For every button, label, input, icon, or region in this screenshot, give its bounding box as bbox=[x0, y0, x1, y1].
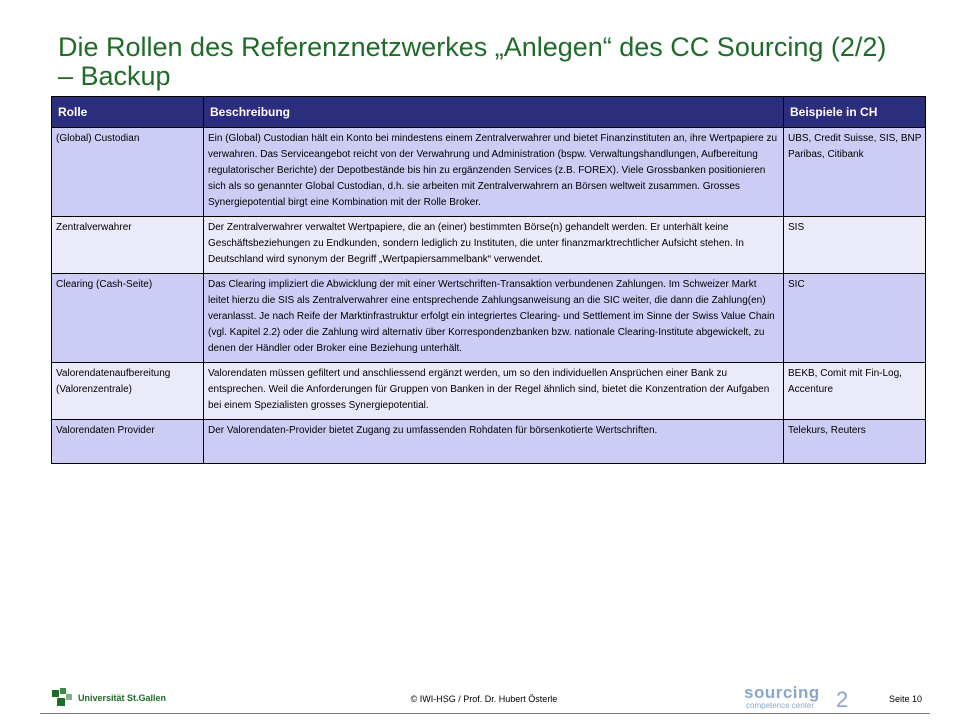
cell-examples: SIS bbox=[784, 217, 926, 274]
roles-table bbox=[51, 96, 926, 464]
table-row bbox=[52, 420, 926, 464]
page-number: Seite 10 bbox=[889, 694, 923, 704]
cell-role: Valorendatenaufbereitung (Valorenzentrale) bbox=[52, 363, 204, 420]
table-row bbox=[52, 363, 926, 420]
cell-examples: BEKB, Comit mit Fin-Log, Accenture bbox=[784, 363, 926, 420]
university-logo bbox=[52, 686, 166, 710]
cell-role: Clearing (Cash-Seite) bbox=[52, 274, 204, 363]
table-header-row bbox=[52, 97, 926, 128]
cell-description: Der Valorendaten-Provider bietet Zugang zu umfassenden Rohdaten für börsenkotierte Wertschriften. bbox=[204, 420, 784, 464]
university-name: Universität St.Gallen bbox=[78, 693, 167, 703]
hsg-emblem-icon bbox=[52, 688, 74, 708]
sourcing-logo-subtitle: competence center bbox=[746, 701, 815, 710]
cell-role: Valorendaten Provider bbox=[52, 420, 204, 464]
cell-description: Der Zentralverwahrer verwaltet Wertpapiere, die an (einer) bestimmten Börse(n) gehandelt werden. Er unterhält keine Geschäftsbeziehungen zu Endkunden, sondern lediglich zu Instituten, die unter finanzmarktrechtlicher Aufsicht stehen. In Deutschland wird synonym der Begriff „Wertpapiersammelbank“ verwendet. bbox=[204, 217, 784, 274]
cell-description: Das Clearing impliziert die Abwicklung der mit einer Wertschriften-Transaktion verbundenen Zahlungen. Im Schweizer Markt leitet hierzu die SIS als Zentralverwahrer eine entsprechende Zahlungsanweisung an die SIC weiter, die dann die Zahlung(en) veranlasst. Je nach Reife der Marktinfrastruktur erfolgt ein integriertes Clearing- und Settlement im Sinne der Swiss Value Chain (vgl. Kapitel 2.2) oder die Zahlung wird alternativ über Korrespondenzbanken bzw. nationale Clearing-Institute abgewickelt, zu denen der Händler oder Broker eine Beziehung unterhält. bbox=[204, 274, 784, 363]
cell-role: (Global) Custodian bbox=[52, 128, 204, 217]
footer-divider bbox=[40, 713, 930, 714]
cell-description: Ein (Global) Custodian hält ein Konto bei mindestens einem Zentralverwahrer und bietet Finanzinstituten an, ihre Wertpapiere zu verwahren. Das Serviceangebot reicht von der Verwahrung und Administration (bspw. Verwaltungshandlungen, Aufbereitung regulatorischer Berichte) der Depotbestände bis hin zu ergänzenden Services (z.B. FOREX). Viele Grossbanken positionieren sich als so genannter Global Custodian, d.h. sie arbeiten mit Zentralverwahrern an Börsen weltweit zusammen. Grosses Synergiepotential birgt eine Kombination mit der Rolle Broker. bbox=[204, 128, 784, 217]
table-row bbox=[52, 217, 926, 274]
slide-title-line-1: Die Rollen des Referenznetzwerkes „Anlegen“ des CC Sourcing (2/2) bbox=[58, 32, 887, 62]
cell-description: Valorendaten müssen gefiltert und anschliessend ergänzt werden, um so den individuellen Ansprüchen einer Bank zu entsprechen. Weil die Anforderungen für Gruppen von Banken in der Regel ähnlich sind, bietet die Konzentration der Aufgaben bei einem Spezialisten grosses Synergiepotential. bbox=[204, 363, 784, 420]
sourcing-logo-word: sourcing bbox=[744, 683, 820, 702]
cell-examples: Telekurs, Reuters bbox=[784, 420, 926, 464]
header-beispiele: Beispiele in CH bbox=[784, 97, 926, 128]
slide-title-line-2: – Backup bbox=[58, 61, 171, 91]
cell-role: Zentralverwahrer bbox=[52, 217, 204, 274]
sourcing-logo-number: 2 bbox=[836, 687, 849, 712]
sourcing-logo bbox=[744, 683, 854, 713]
table-row bbox=[52, 128, 926, 217]
cell-examples: UBS, Credit Suisse, SIS, BNP Paribas, Citibank bbox=[784, 128, 926, 217]
slide-title bbox=[58, 33, 938, 91]
copyright-notice: © IWI-HSG / Prof. Dr. Hubert Österle bbox=[410, 694, 558, 704]
table-row bbox=[52, 274, 926, 363]
cell-examples: SIC bbox=[784, 274, 926, 363]
header-rolle: Rolle bbox=[52, 97, 204, 128]
header-beschreibung: Beschreibung bbox=[204, 97, 784, 128]
